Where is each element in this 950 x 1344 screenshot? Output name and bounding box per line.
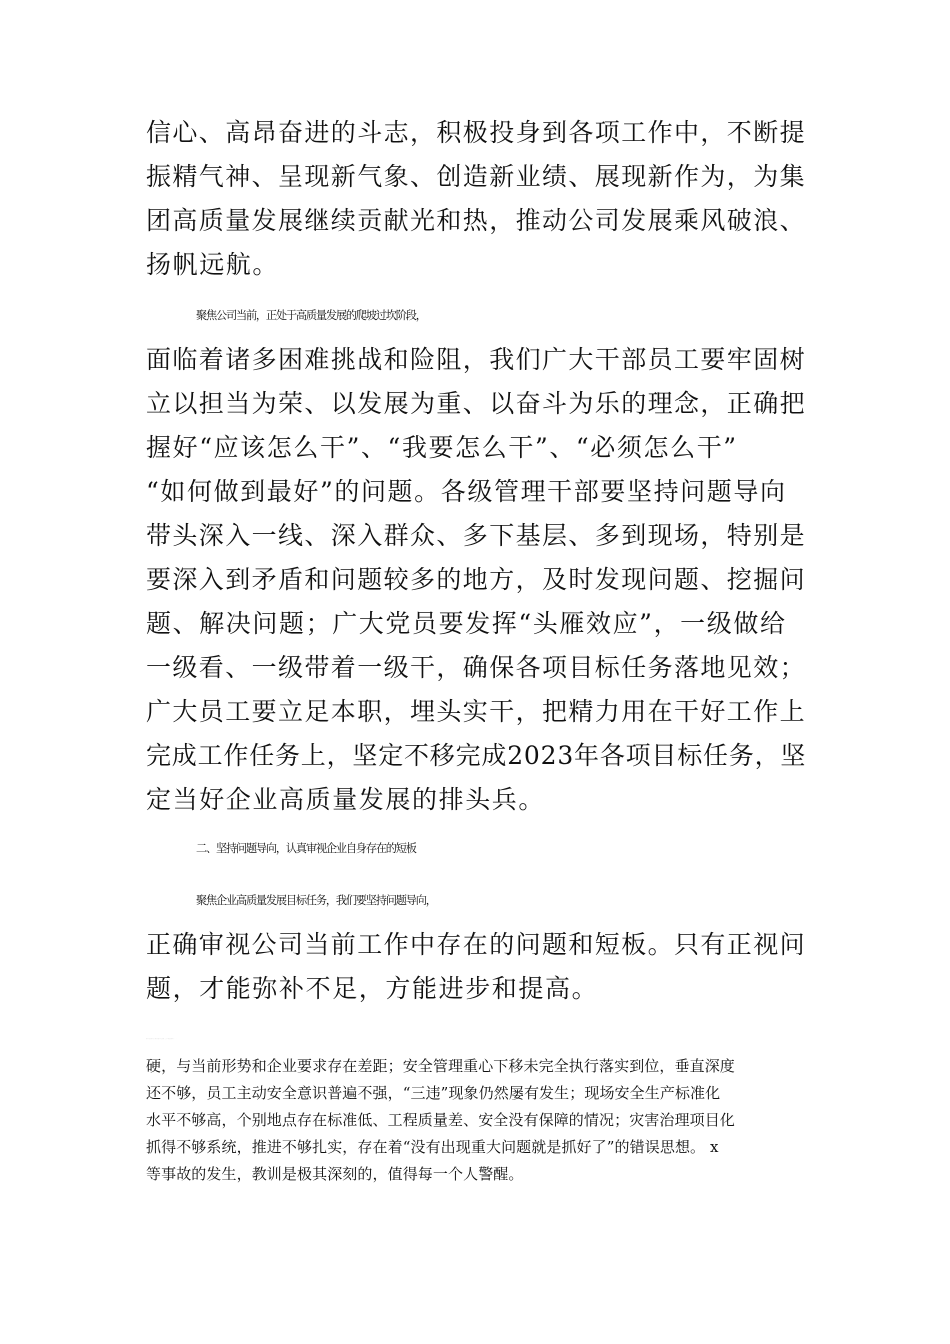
- small-paragraph-line-5: 抓得不够系统，推进不够扎实，存在着“没有出现重大问题就是抓好了”的错误思想。 x: [146, 1138, 719, 1156]
- paragraph-1-line-4: 扬帆远航。: [146, 250, 280, 279]
- paragraph-2-line-7: 要深入到矛盾和问题较多的地方，及时发现问题、挖掘问: [146, 565, 807, 594]
- small-paragraph-line-2: 硬，与当前形势和企业要求存在差距；安全管理重心下移未完全执行落实到位，垂直深度: [146, 1057, 735, 1075]
- paragraph-2-line-6: 带头深入一线、深入群众、多下基层、多到现场，特别是: [146, 521, 807, 550]
- paragraph-1-line-3: 团高质量发展继续贡献光和热，推动公司发展乘风破浪、: [146, 206, 807, 235]
- paragraph-1-line-1: 信心、高昂奋进的斗志，积极投身到各项工作中，不断提: [146, 118, 807, 147]
- small-paragraph-line-6: 等事故的发生，教训是极其深刻的，值得每一个人警醒。: [146, 1165, 524, 1183]
- small-paragraph-line-1: [176, 1028, 866, 1050]
- paragraph-3-line-3: 题，才能弥补不足，方能进步和提高。: [146, 974, 599, 1003]
- paragraph-2-line-5: “如何做到最好”的问题。各级管理干部要坚持问题导向: [146, 477, 787, 506]
- paragraph-2-line-3: 立以担当为荣、以发展为重、以奋斗为乐的理念，正确把: [146, 389, 807, 418]
- paragraph-2-line-12: 定当好企业高质量发展的排头兵。: [146, 785, 546, 814]
- small-paragraph-line-3: 还不够，员工主动安全意识普遍不强，“三违”现象仍然屡有发生；现场安全生产标准化: [146, 1084, 721, 1102]
- paragraph-2-line-11: 完成工作任务上，坚定不移完成2023年各项目标任务，坚: [146, 741, 807, 770]
- section-heading: 二、坚持问题导向，认真审视企业自身存在的短板: [196, 842, 416, 855]
- paragraph-2-line-8: 题、解决问题；广大党员要发挥“头雁效应”，一级做给: [146, 609, 787, 638]
- paragraph-3-line-1: 聚焦企业高质量发展目标任务，我们要坚持问题导向，: [196, 894, 436, 907]
- paragraph-2-line-10: 广大员工要立足本职，埋头实干，把精力用在干好工作上: [146, 697, 807, 726]
- paragraph-2-line-9: 一级看、一级带着一级干，确保各项目标任务落地见效；: [146, 653, 807, 682]
- paragraph-2-line-4: 握好“应该怎么干”、“我要怎么干”、“必须怎么干”: [146, 433, 738, 462]
- paragraph-3-line-2: 正确审视公司当前工作中存在的问题和短板。只有正视问: [146, 930, 807, 959]
- paragraph-1-line-2: 振精气神、呈现新气象、创造新业绩、展现新作为，为集: [146, 162, 807, 191]
- small-paragraph-line-4: 水平不够高，个别地点存在标准低、工程质量差、安全没有保障的情况；灾害治理项目化: [146, 1111, 735, 1129]
- paragraph-2-line-1: 聚焦公司当前，正处于高质量发展的爬坡过坎阶段，: [196, 309, 426, 322]
- paragraph-2-line-2: 面临着诸多困难挑战和险阻，我们广大干部员工要牢固树: [146, 345, 807, 374]
